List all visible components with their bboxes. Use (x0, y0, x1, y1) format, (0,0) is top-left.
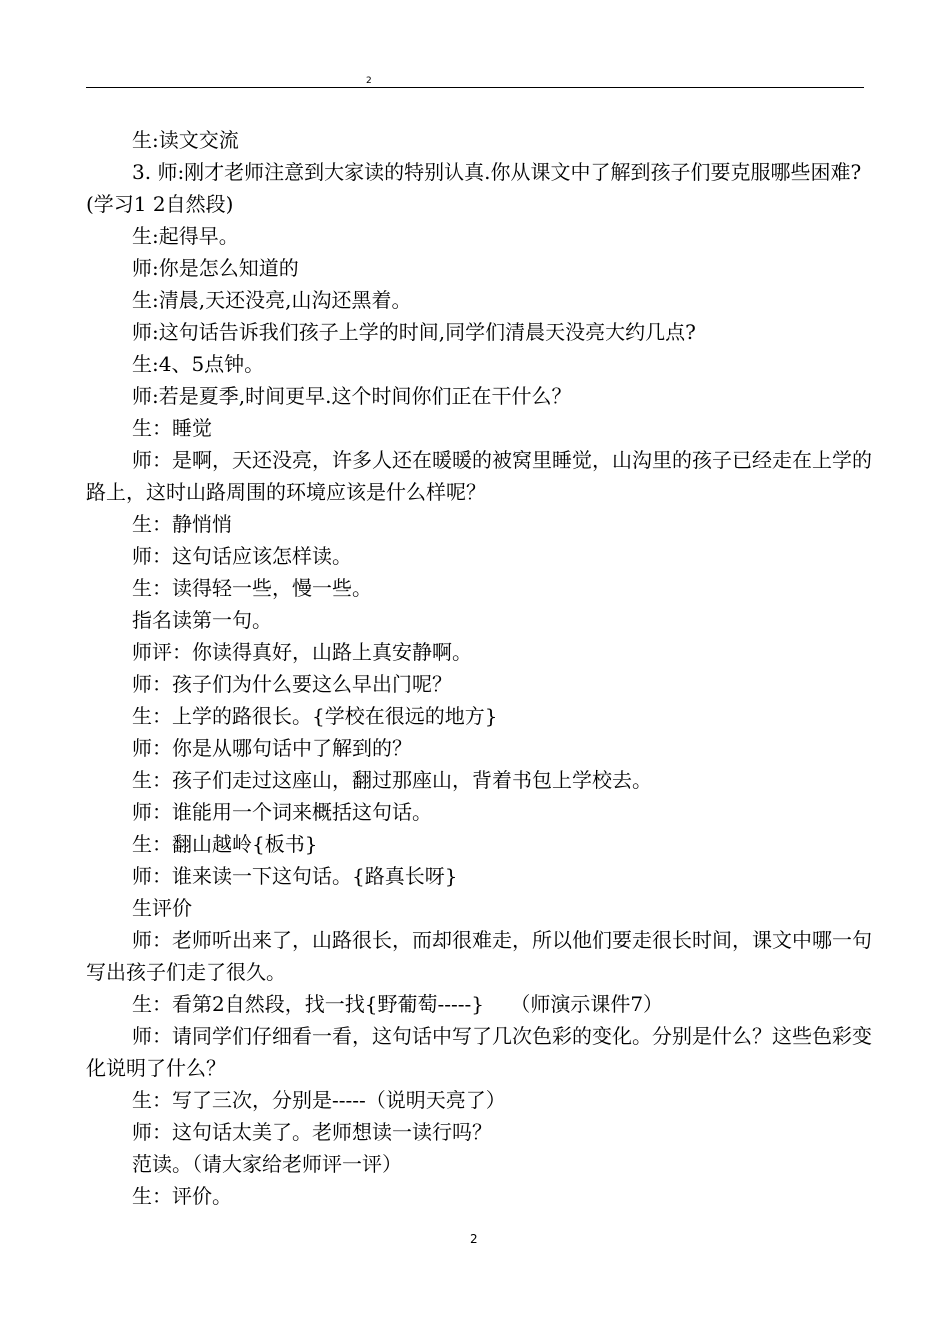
header-page-number: 2 (366, 76, 372, 86)
paragraph: 师：谁来读一下这句话。{路真长呀} (132, 864, 458, 888)
paragraph: 师:这句话告诉我们孩子上学的时间,同学们清晨天没亮大约几点? (132, 320, 696, 344)
paragraph: 师：你是从哪句话中了解到的？ (132, 736, 412, 760)
paragraph: 生：孩子们走过这座山，翻过那座山，背着书包上学校去。 (132, 768, 652, 792)
paragraph: 生:读文交流 (132, 128, 239, 152)
paragraph: 生：读得轻一些，慢一些。 (132, 576, 372, 600)
paragraph: 师：孩子们为什么要这么早出门呢？ (132, 672, 452, 696)
paragraph: 师：老师听出来了，山路很长，而却很难走，所以他们要走很长时间，课文中哪一句写出孩子们走了很久。 (86, 928, 872, 984)
paragraph: 3. 师:刚才老师注意到大家读的特别认真.你从课文中了解到孩子们要克服哪些困难?(学习1 2自然段) (86, 160, 862, 216)
paragraph: 生：写了三次，分别是-----（说明天亮了） (132, 1088, 506, 1112)
paragraph: 生评价 (132, 896, 192, 920)
paragraph: 师:若是夏季,时间更早.这个时间你们正在干什么？ (132, 384, 572, 408)
paragraph: 范读。（请大家给老师评一评） (132, 1152, 402, 1176)
paragraph: 师：请同学们仔细看一看，这句话中写了几次色彩的变化。分别是什么？这些色彩变化说明了什么？ (86, 1024, 872, 1080)
paragraph: 师：谁能用一个词来概括这句话。 (132, 800, 432, 824)
paragraph: 生:4、5点钟。 (132, 352, 265, 376)
paragraph: 生:起得早。 (132, 224, 239, 248)
footer-page-number: 2 (470, 1232, 478, 1246)
paragraph: 指名读第一句。 (132, 608, 272, 632)
paragraph: 生：看第2自然段，找一找{野葡萄-----} （师演示课件7） (132, 992, 664, 1016)
paragraph: 生：上学的路很长。{学校在很远的地方} (132, 704, 498, 728)
header-rule (86, 87, 864, 88)
paragraph: 生：评价。 (132, 1184, 232, 1208)
paragraph: 师：这句话太美了。老师想读一读行吗？ (132, 1120, 492, 1144)
paragraph: 生：睡觉 (132, 416, 212, 440)
paragraph: 生：翻山越岭{板书} (132, 832, 318, 856)
paragraph: 师：这句话应该怎样读。 (132, 544, 352, 568)
paragraph: 师:你是怎么知道的 (132, 256, 299, 280)
paragraph: 生:清晨,天还没亮,山沟还黑着。 (132, 288, 412, 312)
document-body (86, 124, 876, 1212)
paragraph: 生：静悄悄 (132, 512, 232, 536)
paragraph: 师：是啊，天还没亮，许多人还在暖暖的被窝里睡觉，山沟里的孩子已经走在上学的路上，这时山路周围的环境应该是什么样呢？ (86, 448, 872, 504)
paragraph: 师评：你读得真好，山路上真安静啊。 (132, 640, 472, 664)
